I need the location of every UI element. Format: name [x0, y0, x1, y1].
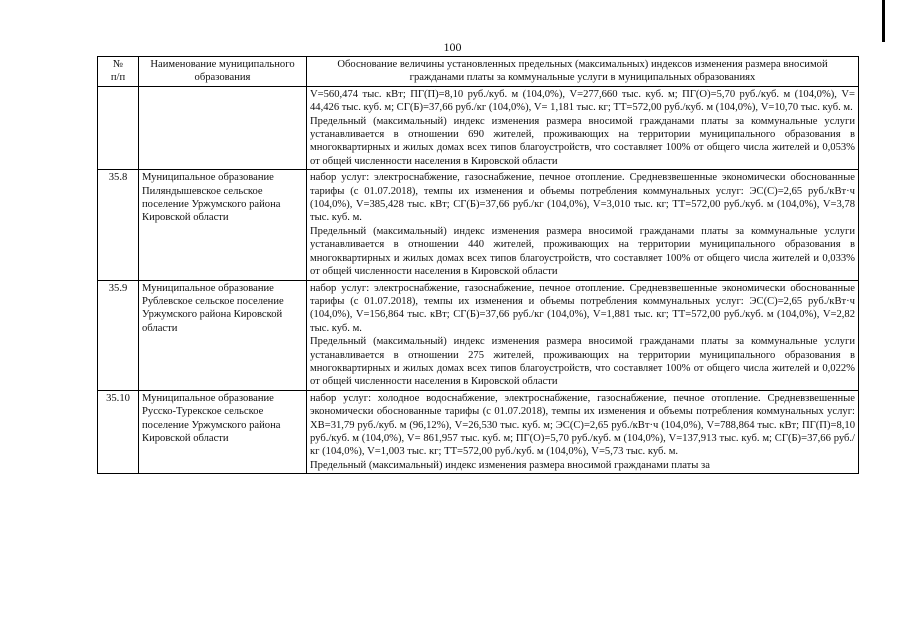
table-row: [98, 390, 859, 473]
row-municipality: Муниципальное образование Рублевское сельское поселение Уржумского района Кировской области: [139, 280, 307, 390]
margin-bar: [882, 0, 885, 42]
row-basis: [307, 86, 859, 169]
table-row: [98, 170, 859, 280]
row-number: 35.9: [98, 280, 139, 390]
basis-index: Предельный (максимальный) индекс изменения размера вносимой гражданами платы за: [310, 459, 710, 471]
row-municipality: Муниципальное образование Пиляндышевское сельское поселение Уржумского района Кировской области: [139, 170, 307, 280]
basis-tariffs: V=560,474 тыс. кВт; ПГ(П)=8,10 руб./куб. м (104,0%), V=277,660 тыс. куб. м; ПГ(О)=5,70 руб./куб. м (104,0%), V= 44,426 тыс. куб. м; СГ(Б)=37,66 руб./кг (104,0%), V= 1,181 тыс. кг; ТТ=572,00 руб./куб. м (104,0%), V=10,70 тыс. куб. м.: [310, 88, 855, 114]
row-basis: [307, 280, 859, 390]
basis-index: Предельный (максимальный) индекс изменения размера вносимой гражданами платы за коммунальные услуги устанавливается в отношении 275 жителей, проживающих на территории муниципального образования в многоквартирных и жилых домах всех типов благоустройств, что составляет 100% от общего числа жителей и 0,022% от общей численности населения в Кировской области: [310, 336, 855, 388]
tariff-table: [97, 56, 859, 474]
table-row: [98, 86, 859, 169]
basis-index: Предельный (максимальный) индекс изменения размера вносимой гражданами платы за коммунальные услуги устанавливается в отношении 440 жителей, проживающих на территории муниципального образования в многоквартирных и жилых домах всех типов благоустройств, что составляет 100% от общего числа жителей и 0,033% от общей численности населения в Кировской области: [310, 225, 855, 278]
row-municipality: Муниципальное образование Русско-Турекское сельское поселение Уржумского района Кировской области: [139, 390, 307, 473]
table-header-row: [98, 57, 859, 87]
basis-tariffs: набор услуг: электроснабжение, газоснабжение, печное отопление. Средневзвешенные экономически обоснованные тарифы (с 01.07.2018), темпы их изменения и объемы потребления коммунальных услуг: ЭС(С)=2,65 руб./кВт·ч (104,0%), V=156,864 тыс. кВт; СГ(Б)=37,66 руб./кг (104,0%), V=1,881 тыс. кг; ТТ=572,00 руб./куб. м (104,0%), V=2,82 тыс. куб. м.: [310, 282, 855, 334]
row-number: 35.8: [98, 170, 139, 280]
row-number: 35.10: [98, 390, 139, 473]
header-name: Наименование муниципального образования: [139, 57, 307, 87]
row-municipality: [139, 86, 307, 169]
row-basis: [307, 390, 859, 473]
table-row: [98, 280, 859, 390]
header-basis: Обоснование величины установленных предельных (максимальных) индексов изменения размера вносимой гражданами платы за коммунальные услуги в муниципальных образованиях: [307, 57, 859, 87]
row-number: [98, 86, 139, 169]
row-basis: [307, 170, 859, 280]
basis-tariffs: набор услуг: холодное водоснабжение, электроснабжение, газоснабжение, печное отопление. Средневзвешенные экономически обоснованные тарифы (с 01.07.2018), темпы их изменения и объемы потребления коммунальных услуг: ХВ=31,79 руб./куб. м (96,12%), V=26,530 тыс. куб. м; ЭС(С)=2,65 руб./кВт·ч (104,0%), V=788,864 тыс. кВт; ПГ(П)=8,10 руб./куб. м (104,0%), V= 861,957 тыс. куб. м; ПГ(О)=5,70 руб./куб. м (104,0%), V=137,913 тыс. куб. м; СГ(Б)=37,66 руб./кг (104,0%), V=1,003 тыс. кг; ТТ=572,00 руб./куб. м (104,0%), V=5,73 тыс. куб. м.: [310, 392, 855, 458]
basis-index: Предельный (максимальный) индекс изменения размера вносимой гражданами платы за коммунальные услуги устанавливается в отношении 690 жителей, проживающих на территории муниципального образования в многоквартирных и жилых домах всех типов благоустройств, что составляет 100% от общего числа жителей и 0,053% от общей численности населения в Кировской области: [310, 115, 855, 167]
basis-tariffs: набор услуг: электроснабжение, газоснабжение, печное отопление. Средневзвешенные экономически обоснованные тарифы (с 01.07.2018), темпы их изменения и объемы потребления коммунальных услуг: ЭС(С)=2,65 руб./кВт·ч (104,0%), V=385,428 тыс. кВт; СГ(Б)=37,66 руб./кг (104,0%), V=3,010 тыс. кг; ТТ=572,00 руб./куб. м (104,0%), V=3,78 тыс. куб. м.: [310, 172, 855, 224]
page-number: 100: [443, 40, 462, 54]
header-num: № п/п: [98, 57, 139, 87]
